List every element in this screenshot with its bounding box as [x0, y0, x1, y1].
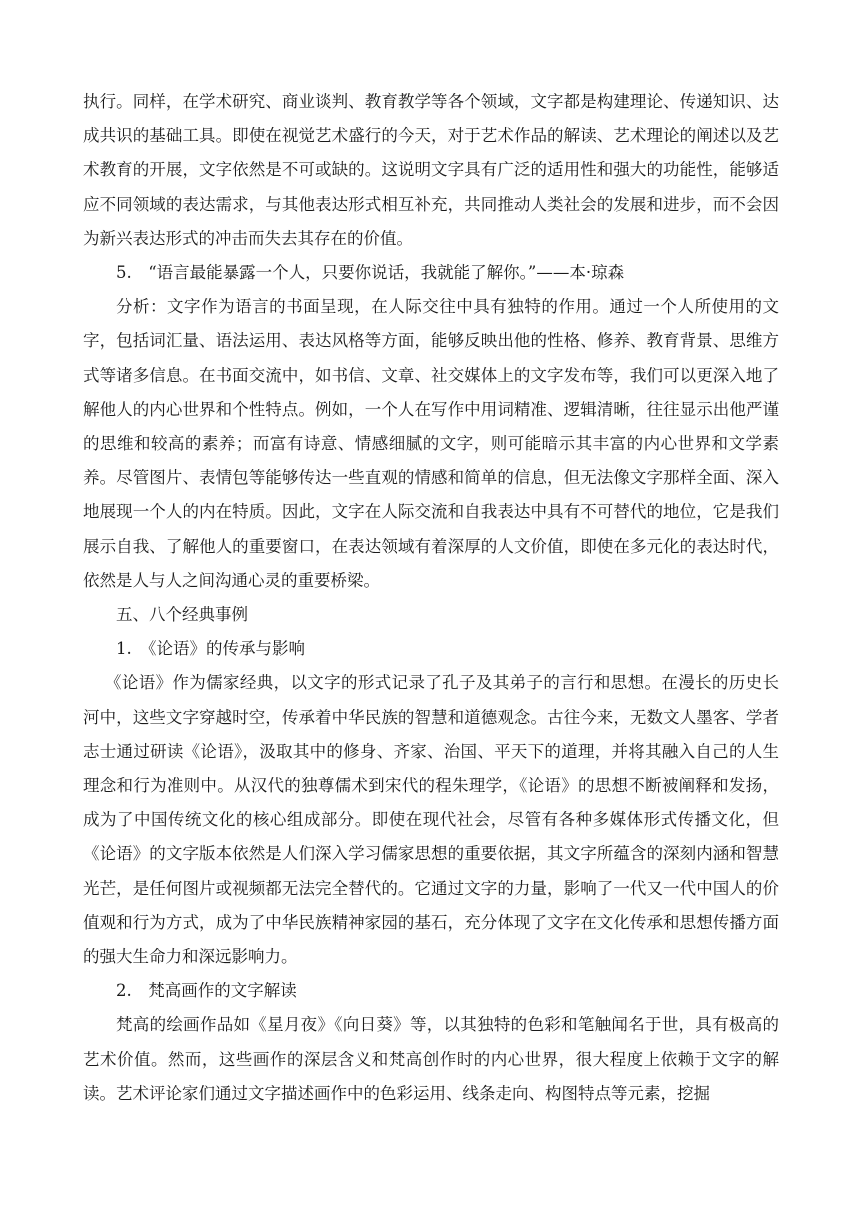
example-paragraph-2: 梵高的绘画作品如《星月夜》《向日葵》等，以其独特的色彩和笔触闻名于世，具有极高的艺术价值。然而，这些画作的深层含义和梵高创作时的内心世界，很大程度上依赖于文字的解读。艺术评论家们通过文字描述画作中的色彩运用、线条走向、构图特点等元素，挖掘 [83, 1015, 779, 1103]
quote-heading-5: 5. “语言最能暴露一个人，只要你说话，我就能了解你。”——本·琼森 [116, 263, 625, 283]
example-heading-2: 2. 梵高画作的文字解读 [116, 981, 297, 1001]
example-paragraph-1: 《论语》作为儒家经典，以文字的形式记录了孔子及其弟子的言行和思想。在漫长的历史长河中，这些文字穿越时空，传承着中华民族的智慧和道德观念。古往今来，无数文人墨客、学者志士通过研读《论语》，汲取其中的修身、齐家、治国、平天下的道理，并将其融入自己的人生理念和行为准则中。从汉代的独尊儒术到宋代的程朱理学，《论语》的思想不断被阐释和发扬，成为了中国传统文化的核心组成部分。即使在现代社会，尽管有各种多媒体形式传播文化，但《论语》的文字版本依然是人们深入学习儒家思想的重要依据，其文字所蕴含的深刻内涵和智慧光芒，是任何图片或视频都无法完全替代的。它通过文字的力量，影响了一代又一代中国人的价值观和行为方式，成为了中华民族精神家园的基石，充分体现了文字在文化传承和思想传播方面的强大生命力和深远影响力。 [83, 673, 779, 967]
paragraph-continuation: 执行。同样，在学术研究、商业谈判、教育教学等各个领域，文字都是构建理论、传递知识、达成共识的基础工具。即使在视觉艺术盛行的今天，对于艺术作品的解读、艺术理论的阐述以及艺术教育的开展，文字依然是不可或缺的。这说明文字具有广泛的适用性和强大的功能性，能够适应不同领域的表达需求，与其他表达形式相互补充，共同推动人类社会的发展和进步，而不会因为新兴表达形式的冲击而失去其存在的价值。 [83, 92, 779, 248]
analysis-paragraph: 分析：文字作为语言的书面呈现，在人际交往中具有独特的作用。通过一个人所使用的文字，包括词汇量、语法运用、表达风格等方面，能够反映出他的性格、修养、教育背景、思维方式等诸多信息。在书面交流中，如书信、文章、社交媒体上的文字发布等，我们可以更深入地了解他人的内心世界和个性特点。例如，一个人在写作中用词精准、逻辑清晰，往往显示出他严谨的思维和较高的素养；而富有诗意、情感细腻的文字，则可能暗示其丰富的内心世界和文学素养。尽管图片、表情包等能够传达一些直观的情感和简单的信息，但无法像文字那样全面、深入地展现一个人的内在特质。因此，文字在人际交流和自我表达中具有不可替代的地位，它是我们展示自我、了解他人的重要窗口，在表达领域有着深厚的人文价值，即使在多元化的表达时代，依然是人与人之间沟通心灵的重要桥梁。 [83, 297, 779, 590]
example-heading-1: 1. 《论语》的传承与影响 [116, 639, 305, 659]
section-heading-five: 五、八个经典事例 [116, 605, 248, 625]
document-page [83, 85, 779, 1111]
